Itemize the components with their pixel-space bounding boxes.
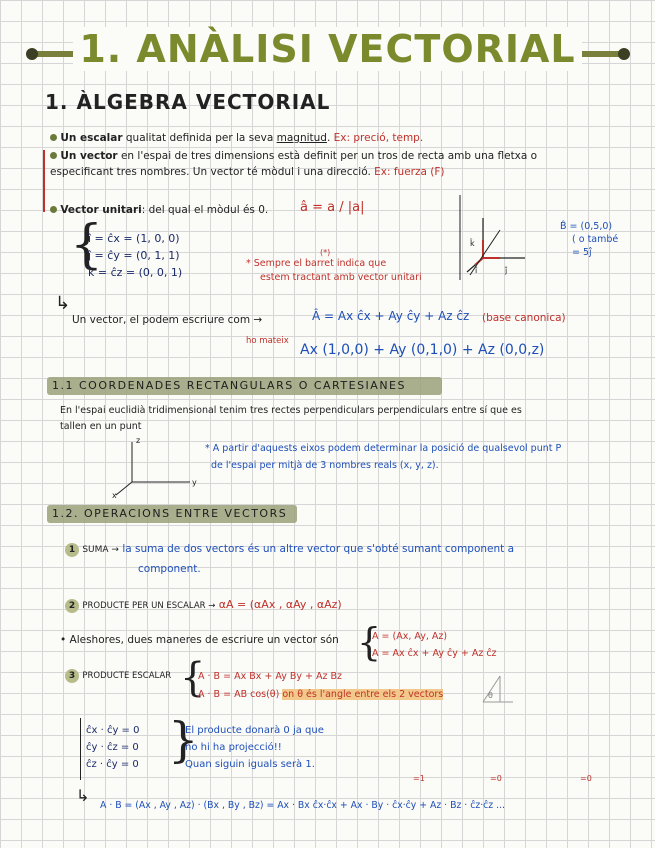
op-suma: 1 SUMA → la suma de dos vectors és un altre vector que s'obté sumant component a bbox=[65, 541, 514, 558]
section-heading-coordenades: 1.1 COORDENADES RECTANGULARS O CARTESIANES bbox=[52, 379, 406, 392]
op-suma-cont: component. bbox=[138, 563, 201, 575]
brace: { bbox=[357, 620, 382, 664]
bullet-icon bbox=[50, 134, 57, 141]
annotation-0: =0 bbox=[490, 774, 502, 783]
arrow-icon: ↳ bbox=[76, 786, 90, 805]
dot-product-formulas: A · B = Ax Bx + Ay By + Az Bz A · B = AB cos(θ) on θ és l'angle entre els 2 vectors bbox=[198, 671, 444, 700]
section-heading-algebra: 1. ÀLGEBRA VECTORIAL bbox=[45, 90, 331, 114]
op-producte-escalar: 2 PRODUCTE PER UN ESCALAR → αA = (αAx , αAy , αAz) bbox=[65, 597, 342, 614]
op-producte-escalar-3: 3 PRODUCTE ESCALAR bbox=[65, 667, 171, 684]
bullet-icon bbox=[50, 206, 57, 213]
unit-axes-diagram bbox=[455, 190, 535, 285]
margin-line bbox=[43, 150, 45, 212]
section-heading-operacions: 1.2. OPERACIONS ENTRE VECTORS bbox=[52, 507, 288, 520]
ho-mateix: ho mateix bbox=[246, 336, 289, 346]
vector-block: Un vector en l'espai de tres dimensions està definit per un tros de recta amb una fletxa o especificant tres nombres. Un vector té mòdul i una direcció. Ex: fuerza (F) bbox=[50, 150, 538, 178]
ortho-note: El producte donarà 0 ja que no hi ha projecció!! Quan siguin iguals serà 1. bbox=[185, 725, 324, 770]
angle-triangle-diagram bbox=[478, 672, 518, 708]
axis-label: z bbox=[136, 436, 141, 445]
forma-text: Un vector, el podem escriure com → bbox=[72, 314, 263, 326]
ortho-bar bbox=[80, 718, 81, 780]
base-canonica: (base canonica) bbox=[482, 312, 566, 324]
ortho-list: ĉx · ĉy = 0 ĉy · ĉz = 0 ĉz · ĉy = 0 bbox=[86, 725, 140, 770]
arrow-icon: ↳ bbox=[55, 293, 71, 314]
brace: { bbox=[180, 655, 206, 701]
coordenades-note: * A partir d'aquests eixos podem determinar la posició de qualsevol punt P de l'espai per mitjà de 3 nombres reals (x, y, z). bbox=[205, 443, 562, 471]
canonical-formula: Â = Ax ĉx + Ay ĉy + Az ĉz bbox=[312, 309, 470, 323]
theta-label: θ bbox=[488, 691, 493, 700]
brace: { bbox=[70, 215, 104, 275]
unitari-note: * Sempre el barret indica que estem tractant amb vector unitari bbox=[246, 258, 422, 283]
coordenades-text: En l'espai euclidià tridimensional tenim tres rectes perpendiculars perpendiculars entre sí que es tallen en un punt bbox=[60, 405, 522, 432]
axis-label: ĵ bbox=[505, 266, 508, 275]
annotation-1: =1 bbox=[413, 774, 425, 783]
two-forms: A = (Ax, Ay, Az) A = Ax ĉx + Ay ĉy + Az ĉz bbox=[372, 631, 497, 659]
axis-label: î bbox=[475, 266, 478, 275]
note-mark: (*) bbox=[320, 248, 331, 257]
final-formula: A · B = (Ax , Ay , Az) · (Bx , By , Bz) = Ax · Bx ĉx·ĉx + Ax · By · ĉx·ĉy + Az · Bz · ĉz·ĉz ... bbox=[100, 800, 505, 811]
annotation-0: =0 bbox=[580, 774, 592, 783]
axis-label: y bbox=[192, 478, 197, 487]
unitari-formula: â = a / |a| bbox=[300, 200, 365, 215]
brace: } bbox=[168, 712, 199, 768]
unit-vectors-list: î = ĉx = (1, 0, 0) ĵ = ĉy = (0, 1, 1) k̂ = ĉz = (0, 0, 1) bbox=[88, 232, 183, 279]
aleshores-text: • Aleshores, dues maneres de escriure un vector són bbox=[60, 634, 339, 646]
axis-label: k̂ bbox=[470, 239, 475, 248]
page-title: 1. ANÀLISI VECTORIAL bbox=[0, 27, 655, 71]
bullet-icon bbox=[50, 152, 57, 159]
escalar-line: Un escalar qualitat definida per la seva magnitud. Ex: preció, temp. bbox=[50, 130, 640, 146]
unitari-line: Vector unitari: del qual el mòdul és 0. bbox=[50, 202, 268, 218]
expanded-formula: Ax (1,0,0) + Ay (0,1,0) + Az (0,0,z) bbox=[300, 342, 545, 358]
cartesian-axes-diagram bbox=[110, 437, 195, 502]
axis-label: x bbox=[112, 491, 117, 500]
b-example: B̂ = (0,5,0) ( o també = 5ĵ bbox=[560, 221, 619, 258]
